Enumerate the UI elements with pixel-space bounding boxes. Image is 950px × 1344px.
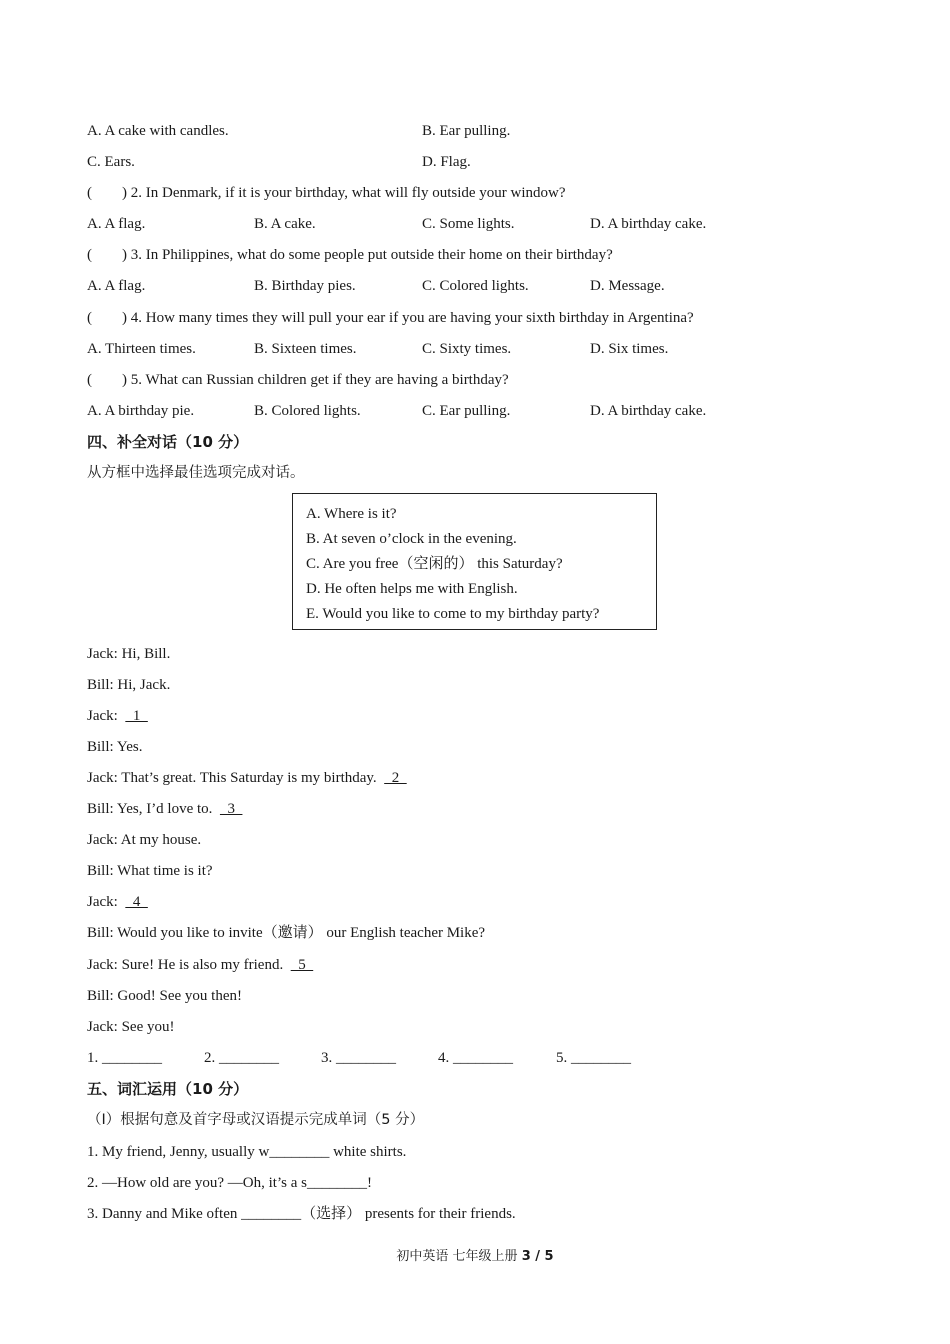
vocab-item: 2. —How old are you? —Oh, it’s a s________!	[87, 1175, 372, 1191]
dialogue-line: Jack: At my house.	[87, 832, 202, 848]
option-a: A. A birthday pie.	[87, 403, 195, 419]
option-c: C. Ear pulling.	[422, 403, 511, 419]
answer-blank-1: 1. ________	[87, 1050, 162, 1066]
q1-option-c: C. Ears.	[87, 154, 135, 170]
box-option-a: A. Where is it?	[306, 506, 397, 522]
vocab-item: 3. Danny and Mike often ________（选择） presents for their friends.	[87, 1206, 516, 1222]
option-b: B. Sixteen times.	[254, 341, 357, 357]
answer-blank-4: 4. ________	[438, 1050, 513, 1066]
option-d: D. Six times.	[590, 341, 669, 357]
dialogue-line: Jack: Hi, Bill.	[87, 646, 171, 662]
dialogue-line: Bill: Yes, I’d love to. 3	[87, 801, 243, 817]
section-heading-5: 五、词汇运用（10 分）	[87, 1080, 249, 1098]
page-footer	[0, 1245, 950, 1264]
dialogue-line: Jack: 1	[87, 708, 148, 724]
box-option-e: E. Would you like to come to my birthday party?	[306, 606, 600, 622]
question-stem: ( ) 4. How many times they will pull your ear if you are having your sixth birthday in Argentina?	[87, 310, 694, 326]
dialogue-blank: 2	[384, 770, 407, 786]
section-instruction: 从方框中选择最佳选项完成对话。	[87, 465, 305, 481]
vocab-item: 1. My friend, Jenny, usually w________ white shirts.	[87, 1144, 407, 1160]
answer-blank-2: 2. ________	[204, 1050, 279, 1066]
box-option-c: C. Are you free（空闲的） this Saturday?	[306, 556, 563, 572]
q1-option-d: D. Flag.	[422, 154, 471, 170]
sub-heading: （Ⅰ）根据句意及首字母或汉语提示完成单词（5 分）	[87, 1112, 425, 1128]
option-a: A. A flag.	[87, 278, 146, 294]
option-d: D. A birthday cake.	[590, 403, 707, 419]
answer-blank-3: 3. ________	[321, 1050, 396, 1066]
page-number: 3 / 5	[521, 1249, 554, 1264]
option-d: D. A birthday cake.	[590, 216, 707, 232]
option-b: B. A cake.	[254, 216, 316, 232]
dialogue-line: Bill: Good! See you then!	[87, 988, 242, 1004]
section-heading-4: 四、补全对话（10 分）	[87, 433, 249, 451]
dialogue-line: Bill: What time is it?	[87, 863, 213, 879]
option-b: B. Colored lights.	[254, 403, 361, 419]
option-c: C. Sixty times.	[422, 341, 512, 357]
option-d: D. Message.	[590, 278, 665, 294]
box-option-b: B. At seven o’clock in the evening.	[306, 531, 517, 547]
q1-option-a: A. A cake with candles.	[87, 123, 229, 139]
question-stem: ( ) 5. What can Russian children get if they are having a birthday?	[87, 372, 509, 388]
options-box	[292, 493, 657, 630]
dialogue-line: Bill: Would you like to invite（邀请） our English teacher Mike?	[87, 925, 486, 941]
dialogue-blank: 1	[125, 708, 148, 724]
question-stem: ( ) 3. In Philippines, what do some people put outside their home on their birthday?	[87, 247, 613, 263]
dialogue-line: Jack: Sure! He is also my friend. 5	[87, 957, 314, 973]
option-b: B. Birthday pies.	[254, 278, 356, 294]
option-c: C. Colored lights.	[422, 278, 529, 294]
q1-option-b: B. Ear pulling.	[422, 123, 511, 139]
dialogue-blank: 4	[125, 894, 148, 910]
dialogue-line: Bill: Hi, Jack.	[87, 677, 171, 693]
box-option-d: D. He often helps me with English.	[306, 581, 518, 597]
dialogue-line: Jack: 4	[87, 894, 148, 910]
dialogue-line: Jack: See you!	[87, 1019, 175, 1035]
question-stem: ( ) 2. In Denmark, if it is your birthday, what will fly outside your window?	[87, 185, 566, 201]
option-a: A. A flag.	[87, 216, 146, 232]
answer-blank-5: 5. ________	[556, 1050, 631, 1066]
option-c: C. Some lights.	[422, 216, 515, 232]
dialogue-line: Bill: Yes.	[87, 739, 143, 755]
footer-label: 初中英语 七年级上册	[396, 1249, 522, 1264]
dialogue-line: Jack: That’s great. This Saturday is my birthday. 2	[87, 770, 407, 786]
dialogue-blank: 5	[290, 957, 314, 973]
dialogue-blank: 3	[219, 801, 243, 817]
option-a: A. Thirteen times.	[87, 341, 196, 357]
